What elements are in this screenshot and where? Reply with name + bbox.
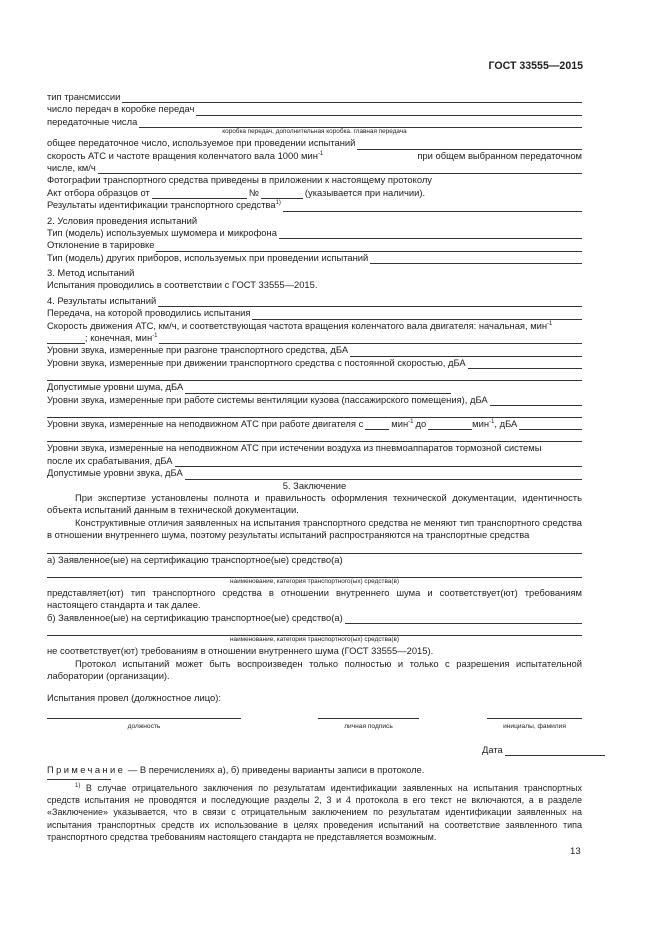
fill-blank[interactable]: [158, 297, 582, 307]
overall-ratio-line: общее передаточное число, используемое при проведении испытаний: [47, 137, 582, 149]
fill-blank-row[interactable]: [47, 406, 582, 418]
air-levels-line-2: после их срабатывания, дБА: [47, 455, 582, 467]
section-2-heading: 2. Условия проведения испытаний: [47, 214, 198, 226]
transmission-type-line: тип трансмиссии: [47, 91, 582, 103]
fill-blank[interactable]: [185, 470, 582, 480]
photos-line: Фотографии транспортного средства приведены в приложении к настоящему протоколу: [47, 174, 432, 186]
vehicle-name-caption-2: наименование, категория транспортного(ых) средства(в): [230, 636, 399, 644]
allowed-noise-line: Допустимые уровни шума, дБА: [47, 381, 582, 393]
const-levels-line: Уровни звука, измеренные при движении транспортного средства с постоянной скоростью, дБА: [47, 357, 582, 369]
fill-blank-row[interactable]: [47, 430, 582, 442]
conducted-by-label: Испытания провел (должностное лицо):: [47, 692, 221, 703]
page-number: 13: [570, 846, 581, 857]
fill-blank[interactable]: [490, 396, 582, 406]
fill-blank[interactable]: [159, 334, 582, 344]
protocol-body: [47, 91, 582, 682]
fill-blank[interactable]: [519, 420, 582, 430]
footnote-rule: [47, 779, 111, 780]
fill-blank[interactable]: [279, 229, 582, 239]
calibration-line: Отклонение в тарировке: [47, 239, 582, 251]
date-blank[interactable]: [505, 746, 605, 756]
fill-blank[interactable]: [152, 189, 247, 199]
fill-blank[interactable]: [196, 106, 582, 116]
standard-header: ГОСТ 33555—2015: [488, 60, 583, 72]
signature-position[interactable]: должность: [47, 718, 241, 733]
ident-results-line: Результаты идентификации транспортного средства$^{1)}$: [47, 199, 582, 211]
represents-text: представляет(ют) тип транспортного средства в отношении внутреннего шума и соответствует(ют) требованиям настоящего стандарта и так далее.: [47, 586, 582, 611]
gear-ratios-line: передаточные числа: [47, 116, 582, 128]
fill-blank[interactable]: [156, 242, 582, 252]
accel-levels-line: Уровни звука, измеренные при разгоне транспортного средства, дБА: [47, 344, 582, 356]
footnote: $^{1)}$ В случае отрицательного заключения по результатам идентификации заявленных на испытания транспортных средств испытания не проводятся и последующие разделы 2, 3 и 4 протокола в его текст не включаются, а в разделе «Заключение» указывается, что в связи с отрицательным заключением по результатам идентификации заявленных на испытания транспортных средств их использование в целях проведения испытаний на соответствие заявленного типа транспортного средства требованиям настоящего стандарта не представляется возможным.: [47, 783, 582, 842]
idle-levels-line: Уровни звука, измеренные на неподвижном АТС при работе двигателя с мин$^{-1}$ до мин$^{-1}$ , дБА: [47, 418, 582, 430]
speed-results-line: Скорость движения АТС, км/ч, и соответствующая частота вращения коленчатого вала двигателя: начальная, мин$^{-1}$: [47, 319, 553, 331]
gear-ratios-caption: коробка передач, дополнительная коробка. главная передача: [222, 128, 407, 136]
fill-blank[interactable]: [47, 334, 85, 344]
declared-vehicle-b-line: б) Заявленное(ые) на сертификацию транспортное(ые) средство(а): [47, 612, 582, 624]
speed-line: скорость АТС и частоте вращения коленчатого вала 1000 мин$^{-1}$ при общем выбранном передаточном: [47, 149, 582, 161]
fill-blank[interactable]: [283, 202, 582, 212]
fill-blank-row[interactable]: [47, 624, 582, 636]
signature-personal[interactable]: личная подпись: [318, 718, 419, 733]
conclusion-paragraph-2: Конструктивные отличия заявленных на испытания транспортного средства не меняют тип транспортного средства в отношении внутреннего шума, поэтому результаты испытаний распространяются на транспортные средства: [47, 516, 582, 541]
not-comply-text: не соответствует(ют) требованиям в отношении внутреннего шума (ГОСТ 33555—2015).: [47, 645, 434, 657]
speed-line-2: числе, км/ч: [47, 162, 582, 174]
fill-blank-row[interactable]: [47, 566, 582, 578]
fill-blank[interactable]: [261, 189, 303, 199]
fill-blank[interactable]: [175, 457, 582, 467]
fill-blank[interactable]: [468, 359, 582, 369]
sample-act-line: Акт отбора образцов от № (указывается при наличии).: [47, 186, 426, 198]
fill-blank[interactable]: [122, 93, 582, 103]
fill-blank-row[interactable]: [47, 542, 582, 554]
fill-blank[interactable]: [370, 254, 582, 264]
fill-blank[interactable]: [252, 310, 582, 320]
date-field: Дата: [482, 744, 605, 756]
declared-vehicle-a-line: а) Заявленное(ые) на сертификацию транспортное(ые) средство(а): [47, 553, 343, 565]
gear-count-line: число передач в коробке передач: [47, 103, 582, 115]
fill-blank[interactable]: [350, 347, 582, 357]
section-3-heading: 3. Метод испытаний: [47, 267, 135, 279]
meter-type-line: Тип (модель) используемых шумомера и микрофона: [47, 227, 582, 239]
vehicle-name-caption: наименование, категория транспортного(ых) средства(в): [230, 577, 399, 585]
gear-line: Передача, на которой проводились испытания: [47, 307, 582, 319]
other-devices-line: Тип (модель) других приборов, используемых при проведении испытаний: [47, 252, 582, 264]
method-text: Испытания проводились в соответствии с ГОСТ 33555—2015.: [47, 279, 318, 291]
air-levels-line: Уровни звука, измеренные на неподвижном АТС при истечении воздуха из пневмоаппаратов тормозной системы: [47, 442, 542, 454]
fill-blank[interactable]: [185, 384, 451, 394]
vent-levels-line: Уровни звука, измеренные при работе системы вентиляции кузова (пассажирского помещения), дБА: [47, 394, 582, 406]
section-5-heading: 5. Заключение: [282, 479, 347, 491]
section-4-heading: 4. Результаты испытаний: [47, 295, 582, 307]
final-speed-line: ; конечная, мин$^{-1}$: [47, 332, 582, 344]
fill-blank[interactable]: [357, 140, 582, 150]
signature-name[interactable]: инициалы, фамилия: [487, 718, 582, 733]
fill-blank[interactable]: [365, 420, 389, 430]
fill-blank[interactable]: [139, 118, 582, 128]
note: Примечание — В перечислениях а), б) приведены варианты записи в протоколе.: [47, 764, 425, 775]
fill-blank[interactable]: [428, 420, 472, 430]
allowed-sound-line: Допустимые уровни звука, дБА: [47, 467, 582, 479]
protocol-reproduction-text: Протокол испытаний может быть воспроизведен только полностью и только с разрешения испытательной лаборатории (организации).: [47, 657, 582, 681]
fill-blank-row[interactable]: [47, 369, 582, 381]
conclusion-paragraph-1: При экспертизе установлены полнота и правильность оформления технической документации, идентичность объекта испытаний данным в технической документации.: [47, 491, 582, 516]
fill-blank[interactable]: [345, 614, 582, 624]
fill-blank[interactable]: [98, 164, 582, 174]
